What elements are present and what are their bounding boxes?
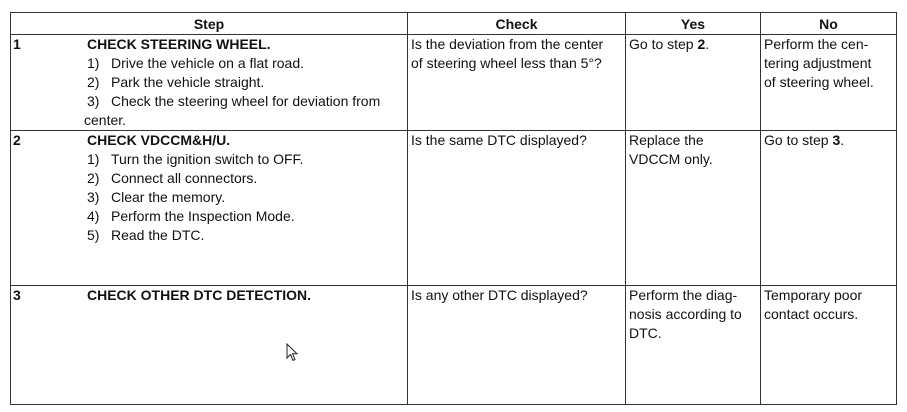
- check-cell: Is the same DTC displayed?: [408, 131, 626, 286]
- mouse-pointer-icon: [286, 343, 300, 363]
- substep: 4) Perform the Inspection Mode.: [87, 208, 295, 224]
- step-cell: [11, 286, 408, 405]
- header-yes: Yes: [626, 13, 761, 35]
- no-cell: Perform the cen- tering adjustment of steering wheel.: [761, 35, 897, 131]
- step-cell: [11, 35, 408, 131]
- table-row: [11, 286, 897, 405]
- step-number: 3: [13, 287, 21, 303]
- yes-cell: Perform the diag- nosis according to DTC.: [626, 286, 761, 405]
- no-cell: Temporary poor contact occurs.: [761, 286, 897, 405]
- table-row: [11, 131, 897, 286]
- substep: 5) Read the DTC.: [87, 227, 205, 243]
- substep: 3) Check the steering wheel for deviation from: [87, 93, 381, 109]
- substep: 2) Connect all connectors.: [87, 170, 258, 186]
- step-title: CHECK STEERING WHEEL.: [87, 36, 271, 52]
- substep: 1) Drive the vehicle on a flat road.: [87, 55, 304, 71]
- step-cell: [11, 131, 408, 286]
- table-row: [11, 35, 897, 131]
- diagnostic-table: [10, 12, 897, 405]
- header-no: No: [761, 13, 897, 35]
- header-step: Step: [11, 13, 408, 35]
- step-title: CHECK OTHER DTC DETECTION.: [87, 287, 311, 303]
- substep-continuation: center.: [84, 112, 127, 128]
- step-title: CHECK VDCCM&H/U.: [87, 132, 231, 148]
- substep: 1) Turn the ignition switch to OFF.: [87, 151, 304, 167]
- step-number: 1: [13, 36, 21, 52]
- substep: 2) Park the vehicle straight.: [87, 74, 265, 90]
- substep: 3) Clear the memory.: [87, 189, 226, 205]
- table-header-row: [11, 13, 897, 35]
- check-cell: Is any other DTC displayed?: [408, 286, 626, 405]
- step-number: 2: [13, 132, 21, 148]
- yes-cell: Go to step 2.: [626, 35, 761, 131]
- check-cell: Is the deviation from the center of steering wheel less than 5°?: [408, 35, 626, 131]
- no-cell: Go to step 3.: [761, 131, 897, 286]
- yes-cell: Replace the VDCCM only.: [626, 131, 761, 286]
- header-check: Check: [408, 13, 626, 35]
